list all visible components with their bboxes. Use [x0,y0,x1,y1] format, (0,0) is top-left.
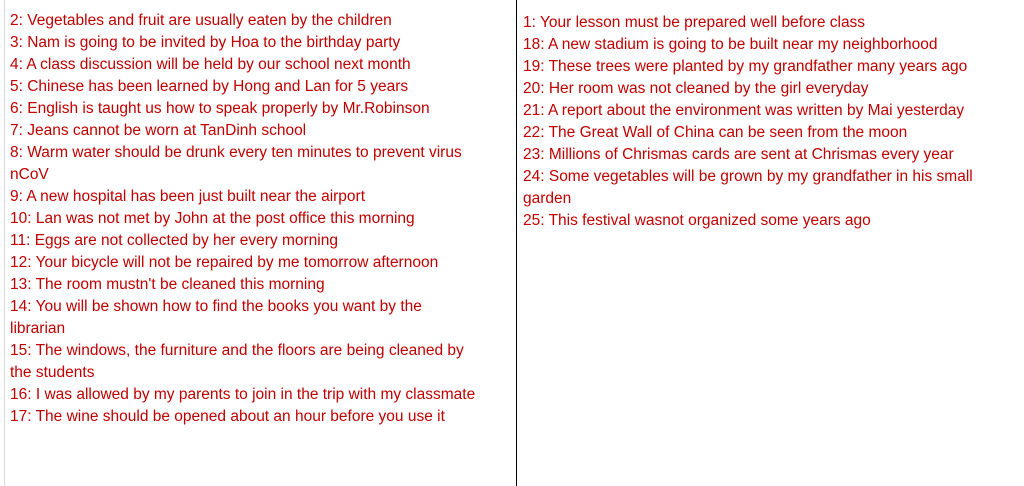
answer-item-1: 1: Your lesson must be prepared well before class [523,14,866,31]
answer-item-4: 4: A class discussion will be held by our school next month [10,56,411,73]
answer-item-7: 7: Jeans cannot be worn at TanDinh school [10,122,307,139]
left-answer-column [10,10,480,428]
column-divider [516,0,517,486]
answer-item-23: 23: Millions of Chrismas cards are sent at Chrismas every year [523,146,954,163]
answer-item-15: 15: The windows, the furniture and the floors are being cleaned by the students [10,342,464,381]
answer-item-5: 5: Chinese has been learned by Hong and Lan for 5 years [10,78,409,95]
answer-item-12: 12: Your bicycle will not be repaired by me tomorrow afternoon [10,254,439,271]
answer-item-13: 13: The room mustn't be cleaned this morning [10,276,325,293]
left-border-line [4,0,5,486]
right-answer-column [523,12,1019,232]
answer-item-18: 18: A new stadium is going to be built near my neighborhood [523,36,938,53]
answer-item-9: 9: A new hospital has been just built near the airport [10,188,366,205]
answer-item-25: 25: This festival wasnot organized some years ago [523,212,871,229]
answer-item-3: 3: Nam is going to be invited by Hoa to the birthday party [10,34,401,51]
answer-item-21: 21: A report about the environment was written by Mai yesterday [523,102,965,119]
answer-item-19: 19: These trees were planted by my grandfather many years ago [523,58,968,75]
answer-item-17: 17: The wine should be opened about an hour before you use it [10,408,445,425]
answer-item-2: 2: Vegetables and fruit are usually eaten by the children [10,12,392,29]
answer-item-20: 20: Her room was not cleaned by the girl everyday [523,80,869,97]
answer-item-16: 16: I was allowed by my parents to join in the trip with my classmate [10,386,476,403]
answer-item-11: 11: Eggs are not collected by her every morning [10,232,338,249]
answer-item-22: 22: The Great Wall of China can be seen from the moon [523,124,908,141]
answer-item-8: 8: Warm water should be drunk every ten minutes to prevent virus nCoV [10,144,462,183]
answer-item-14: 14: You will be shown how to find the books you want by the librarian [10,298,422,337]
answer-item-6: 6: English is taught us how to speak properly by Mr.Robinson [10,100,430,117]
answer-item-24: 24: Some vegetables will be grown by my grandfather in his small garden [523,168,973,207]
answer-item-10: 10: Lan was not met by John at the post office this morning [10,210,415,227]
